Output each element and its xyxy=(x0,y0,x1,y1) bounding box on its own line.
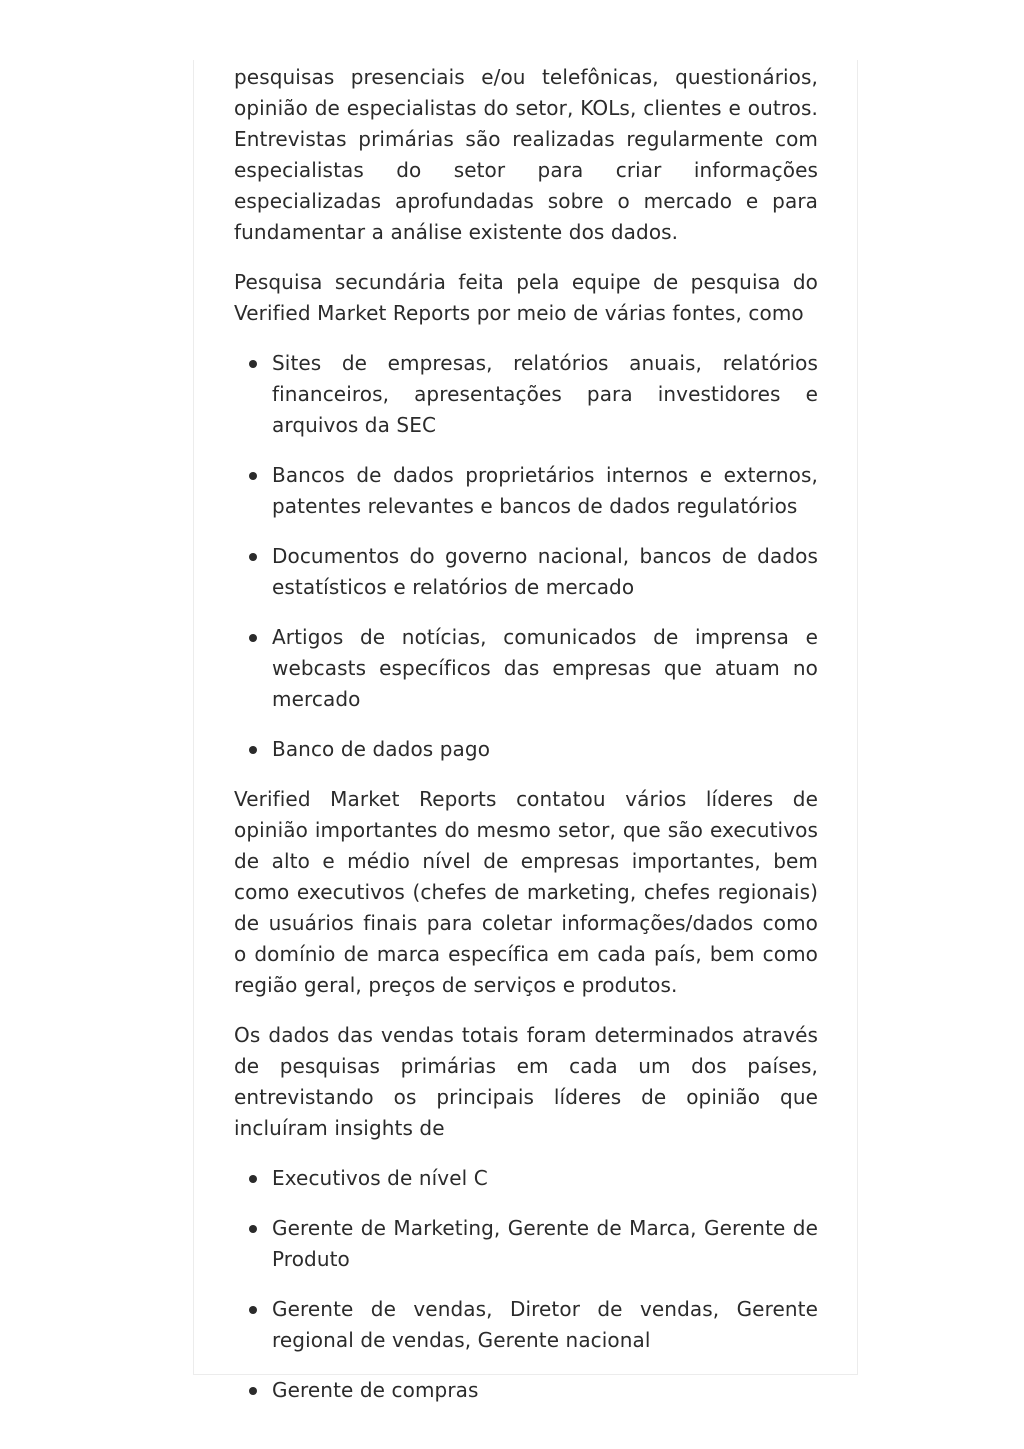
bullet-icon xyxy=(249,746,257,754)
list-item xyxy=(234,622,818,715)
paragraph-total-sales: Os dados das vendas totais foram determinados através de pesquisas primárias em cada um dos países, entrevistando os principais líderes de opinião que incluíram insights de xyxy=(234,1023,818,1140)
list-item-text: Banco de dados pago xyxy=(272,737,491,761)
secondary-sources-list xyxy=(234,348,818,765)
bullet-icon xyxy=(249,634,257,642)
document-card xyxy=(193,60,858,1402)
bullet-icon xyxy=(249,472,257,480)
opinion-leaders-list xyxy=(234,1163,818,1406)
list-item-text: Executivos de nível C xyxy=(272,1166,488,1190)
list-item-text: Sites de empresas, relatórios anuais, relatórios financeiros, apresentações para investidores e arquivos da SEC xyxy=(272,351,818,437)
list-item xyxy=(234,1375,818,1406)
list-item xyxy=(234,1213,818,1275)
list-item-text: Bancos de dados proprietários internos e externos, patentes relevantes e bancos de dados regulatórios xyxy=(272,463,818,518)
document-content xyxy=(234,62,818,1425)
list-item-text: Artigos de notícias, comunicados de imprensa e webcasts específicos das empresas que atuam no mercado xyxy=(272,625,818,711)
paragraph-opinion-leaders: Verified Market Reports contatou vários líderes de opinião importantes do mesmo setor, que são executivos de alto e médio nível de empresas importantes, bem como executivos (chefes de marketing, chefes regionais) de usuários finais para coletar informações/dados como o domínio de marca específica em cada país, bem como região geral, preços de serviços e produtos. xyxy=(234,787,818,997)
list-item xyxy=(234,541,818,603)
paragraph-secondary-research-intro: Pesquisa secundária feita pela equipe de pesquisa do Verified Market Reports por meio de várias fontes, como xyxy=(234,270,818,325)
bullet-icon xyxy=(249,553,257,561)
list-item xyxy=(234,460,818,522)
list-item xyxy=(234,1163,818,1194)
bullet-icon xyxy=(249,360,257,368)
list-item-text: Gerente de compras xyxy=(272,1378,479,1402)
list-item-text: Gerente de vendas, Diretor de vendas, Gerente regional de vendas, Gerente nacional xyxy=(272,1297,818,1352)
paragraph-primary-research: pesquisas presenciais e/ou telefônicas, questionários, opinião de especialistas do setor, KOLs, clientes e outros. Entrevistas primárias são realizadas regularmente com especialistas do setor para criar informações especializadas aprofundadas sobre o mercado e para fundamentar a análise existente dos dados. xyxy=(234,65,818,244)
list-item xyxy=(234,1294,818,1356)
bullet-icon xyxy=(249,1306,257,1314)
bullet-icon xyxy=(249,1175,257,1183)
bullet-icon xyxy=(249,1225,257,1233)
list-item xyxy=(234,348,818,441)
list-item xyxy=(234,734,818,765)
list-item-text: Gerente de Marketing, Gerente de Marca, Gerente de Produto xyxy=(272,1216,818,1271)
bullet-icon xyxy=(249,1387,257,1395)
list-item-text: Documentos do governo nacional, bancos de dados estatísticos e relatórios de mercado xyxy=(272,544,818,599)
